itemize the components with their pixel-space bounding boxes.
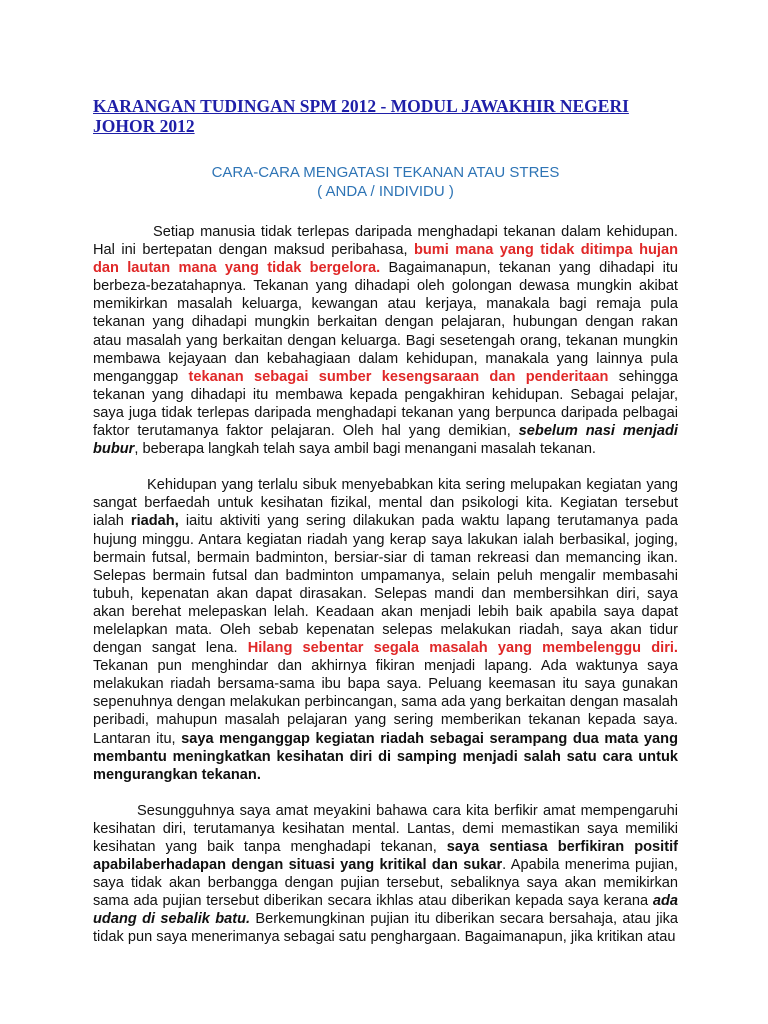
- text-run: iaitu aktiviti yang sering dilakukan pada waktu lapang terutamanya pada hujung minggu. Antara kegiatan riadah yang kerap saya lakukan ialah berbasikal, joging, bermain futsal, bermain badminton, bersiar-siar di taman rekreasi dan memancing ikan. Selepas bermain futsal dan badminton umpamanya, selain peluh mengalir membasahi tubuh, kepenatan akan dapat dirasakan. Selepas mandi dan membersihkan diri, saya akan berehat melepaskan lelah. Keadaan akan menjadi lebih baik apabila saya dapat melelapkan mata. Oleh sebab kepenatan selepas melakukan riadah, saya akan tidur dengan sangat lena.: [93, 513, 678, 657]
- document-title: KARANGAN TUDINGAN SPM 2012 - MODUL JAWAKHIR NEGERI JOHOR 2012: [93, 96, 629, 136]
- highlight-peribahasa: bumi mana yang tidak ditimpa hujan dan lautan mana yang tidak bergelora.: [93, 242, 678, 277]
- text-run: . Apabila menerima pujian, saya tidak akan berbangga dengan pujian tersebut, sebaliknya saya akan memikirkan sama ada pujian tersebut diberikan secara ikhlas atau diberikan kepada saya kerana: [93, 857, 678, 910]
- highlight-tekanan: tekanan sebagai sumber kesengsaraan dan penderitaan: [188, 368, 609, 385]
- text-run: Bagaimanapun, tekanan yang dihadapi itu berbeza-bezatahapnya. Tekanan yang dihadapi oleh golongan dewasa mungkin akibat memikirkan masalah keluarga, kewangan atau kerjaya, manakala bagi remaja pula tekanan yang dihadapi mungkin berkaitan dengan pelajaran, hubungan dengan rakan atau masalah yang berkaitan dengan keluarga. Bagi sesetengah orang, tekanan mungkin membawa kejayaan dan kebahagiaan dalam kehidupan, manakala yang lainnya pula menganggap: [93, 260, 678, 385]
- text-run: Berkemungkinan pujian itu diberikan secara bersahaja, atau jika tidak pun saya menerimanya sebagai satu penghargaan. Bagaimanapun, jika kritikan atau: [93, 911, 678, 946]
- bold-italic-peribahasa: sebelum nasi menjadi bubur: [93, 423, 678, 458]
- paragraph-introduction: [93, 223, 678, 458]
- bold-conclusion-riadah: saya menganggap kegiatan riadah sebagai serampang dua mata yang membantu meningkatkan kesihatan diri di samping menjadi salah satu cara untuk mengurangkan tekanan.: [93, 730, 678, 783]
- paragraph-berfikiran-positif: [93, 802, 678, 947]
- subtitle-line-2: ( ANDA / INDIVIDU ): [317, 183, 454, 200]
- text-run: Sesungguhnya saya amat meyakini bahawa cara kita berfikir amat mempengaruhi kesihatan diri, terutamanya kesihatan mental. Lantas, demi memastikan saya memiliki kesihatan yang baik tanpa menghadapi tekanan,: [93, 802, 678, 855]
- subtitle-line-1: CARA-CARA MENGATASI TEKANAN ATAU STRES: [211, 164, 560, 181]
- essay-subtitle: [93, 163, 678, 201]
- text-run: sehingga tekanan yang dihadapi itu membawa kepada pengakhiran kehidupan. Sebagai pelajar, saya juga tidak terlepas daripada menghadapi tekanan yang berpunca daripada pelbagai faktor terutamanya faktor pelajaran. Oleh hal yang demikian,: [93, 368, 679, 440]
- text-run: Tekanan pun menghindar dan akhirnya fikiran menjadi lapang. Ada waktunya saya melakukan riadah bersama-sama ibu bapa saya. Peluang keemasan itu saya gunakan sepenuhnya dengan melakukan perbincangan, sama ada yang berkaitan dengan masalah peribadi, mahupun masalah pelajaran yang sering memberikan tekanan kepada saya. Lantaran itu,: [93, 658, 678, 747]
- bold-riadah: riadah,: [130, 513, 179, 530]
- text-run: Kehidupan yang terlalu sibuk menyebabkan kita sering melupakan kegiatan yang sangat berfaedah untuk kesihatan fizikal, mental dan psikologi kita. Kegiatan tersebut ialah: [93, 477, 678, 530]
- bold-berfikiran-positif: saya sentiasa berfikiran positif apabilaberhadapan dengan situasi yang kritikal dan sukar: [93, 839, 678, 874]
- paragraph-riadah: [93, 476, 678, 784]
- text-run: Setiap manusia tidak terlepas daripada menghadapi tekanan dalam kehidupan. Hal ini bertepatan dengan maksud peribahasa,: [93, 224, 678, 259]
- bold-italic-udang: ada udang di sebalik batu.: [93, 893, 678, 928]
- highlight-hilang: Hilang sebentar segala masalah yang membelenggu diri.: [247, 640, 678, 657]
- text-run: , beberapa langkah telah saya ambil bagi menangani masalah tekanan.: [134, 441, 596, 458]
